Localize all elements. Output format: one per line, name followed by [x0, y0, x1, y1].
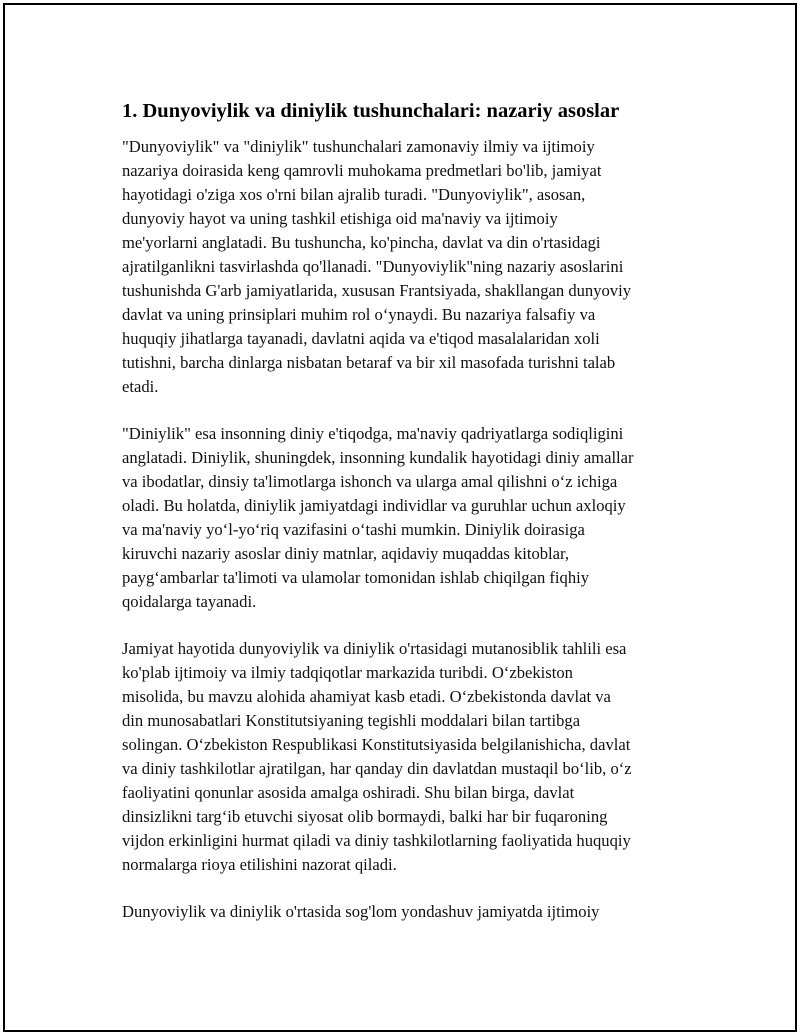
paragraph-line: tushunishda G'arb jamiyatlarida, xususan Frantsiyada, shakllangan dunyoviy [122, 281, 632, 300]
paragraph-4 [122, 900, 688, 924]
paragraph-line: hayotidagi o'ziga xos o'rni bilan ajralib turadi. "Dunyoviylik", asosan, [122, 185, 586, 204]
paragraph-line: kiruvchi nazariy asoslar diniy matnlar, aqidaviy muqaddas kitoblar, [122, 544, 570, 563]
paragraph-line: oladi. Bu holatda, diniylik jamiyatdagi individlar va guruhlar uchun axloqiy [122, 496, 626, 515]
paragraph-line: normalarga rioya etilishini nazorat qiladi. [122, 855, 397, 874]
paragraph-line: Dunyoviylik va diniylik o'rtasida sog'lom yondashuv jamiyatda ijtimoiy [122, 902, 600, 921]
paragraph-line: huquqiy jihatlarga tayanadi, davlatni aqida va e'tiqod masalalaridan xoli [122, 329, 600, 348]
paragraph-line: "Dunyoviylik" va "diniylik" tushunchalari zamonaviy ilmiy va ijtimoiy [122, 137, 595, 156]
paragraph-line: davlat va uning prinsiplari muhim rol o‘ynaydi. Bu nazariya falsafiy va [122, 305, 596, 324]
paragraph-line: etadi. [122, 377, 159, 396]
paragraph-2 [122, 422, 688, 614]
paragraph-line: ajratilganlikni tasvirlashda qo'llanadi. "Dunyoviylik"ning nazariy asoslarini [122, 257, 624, 276]
paragraph-line: me'yorlarni anglatadi. Bu tushuncha, ko'pincha, davlat va din o'rtasidagi [122, 233, 601, 252]
paragraph-line: solingan. O‘zbekiston Respublikasi Konstitutsiyasida belgilanishicha, davlat [122, 735, 631, 754]
paragraph-line: payg‘ambarlar ta'limoti va ulamolar tomonidan ishlab chiqilgan fiqhiy [122, 568, 590, 587]
paragraph-line: va ibodatlar, dinsiy ta'limotlarga ishonch va ularga amal qilishni o‘z ichiga [122, 472, 618, 491]
paragraph-line: ko'plab ijtimoiy va ilmiy tadqiqotlar markazida turibdi. O‘zbekiston [122, 663, 573, 682]
paragraph-line: vijdon erkinligini hurmat qiladi va diniy tashkilotlarning faoliyatida huquqiy [122, 831, 631, 850]
paragraph-line: faoliyatini qonunlar asosida amalga oshiradi. Shu bilan birga, davlat [122, 783, 575, 802]
paragraph-line: va diniy tashkilotlar ajratilgan, har qanday din davlatdan mustaqil bo‘lib, o‘z [122, 759, 632, 778]
paragraph-line: tutishni, barcha dinlarga nisbatan betaraf va bir xil masofada turishni talab [122, 353, 616, 372]
paragraph-line: din munosabatlari Konstitutsiyaning tegishli moddalari bilan tartibga [122, 711, 581, 730]
document-body [122, 97, 688, 947]
paragraph-3 [122, 637, 688, 877]
paragraph-line: anglatadi. Diniylik, shuningdek, insonning kundalik hayotidagi diniy amallar [122, 448, 634, 467]
paragraph-1 [122, 135, 688, 399]
paragraph-line: "Diniylik" esa insonning diniy e'tiqodga, ma'naviy qadriyatlarga sodiqligini [122, 424, 624, 443]
paragraph-line: misolida, bu mavzu alohida ahamiyat kasb etadi. O‘zbekistonda davlat va [122, 687, 611, 706]
section-title: 1. Dunyoviylik va diniylik tushunchalari: nazariy asoslar [122, 100, 620, 122]
page-frame [3, 3, 797, 1032]
paragraph-line: va ma'naviy yo‘l-yo‘riq vazifasini o‘tashi mumkin. Diniylik doirasiga [122, 520, 585, 539]
paragraph-line: nazariya doirasida keng qamrovli muhokama predmetlari bo'lib, jamiyat [122, 161, 602, 180]
paragraph-line: Jamiyat hayotida dunyoviylik va diniylik o'rtasidagi mutanosiblik tahlili esa [122, 639, 627, 658]
paragraph-line: dunyoviy hayot va uning tashkil etishiga oid ma'naviy va ijtimoiy [122, 209, 558, 228]
paragraph-line: qoidalarga tayanadi. [122, 592, 257, 611]
paragraph-line: dinsizlikni targ‘ib etuvchi siyosat olib bormaydi, balki har bir fuqaroning [122, 807, 608, 826]
